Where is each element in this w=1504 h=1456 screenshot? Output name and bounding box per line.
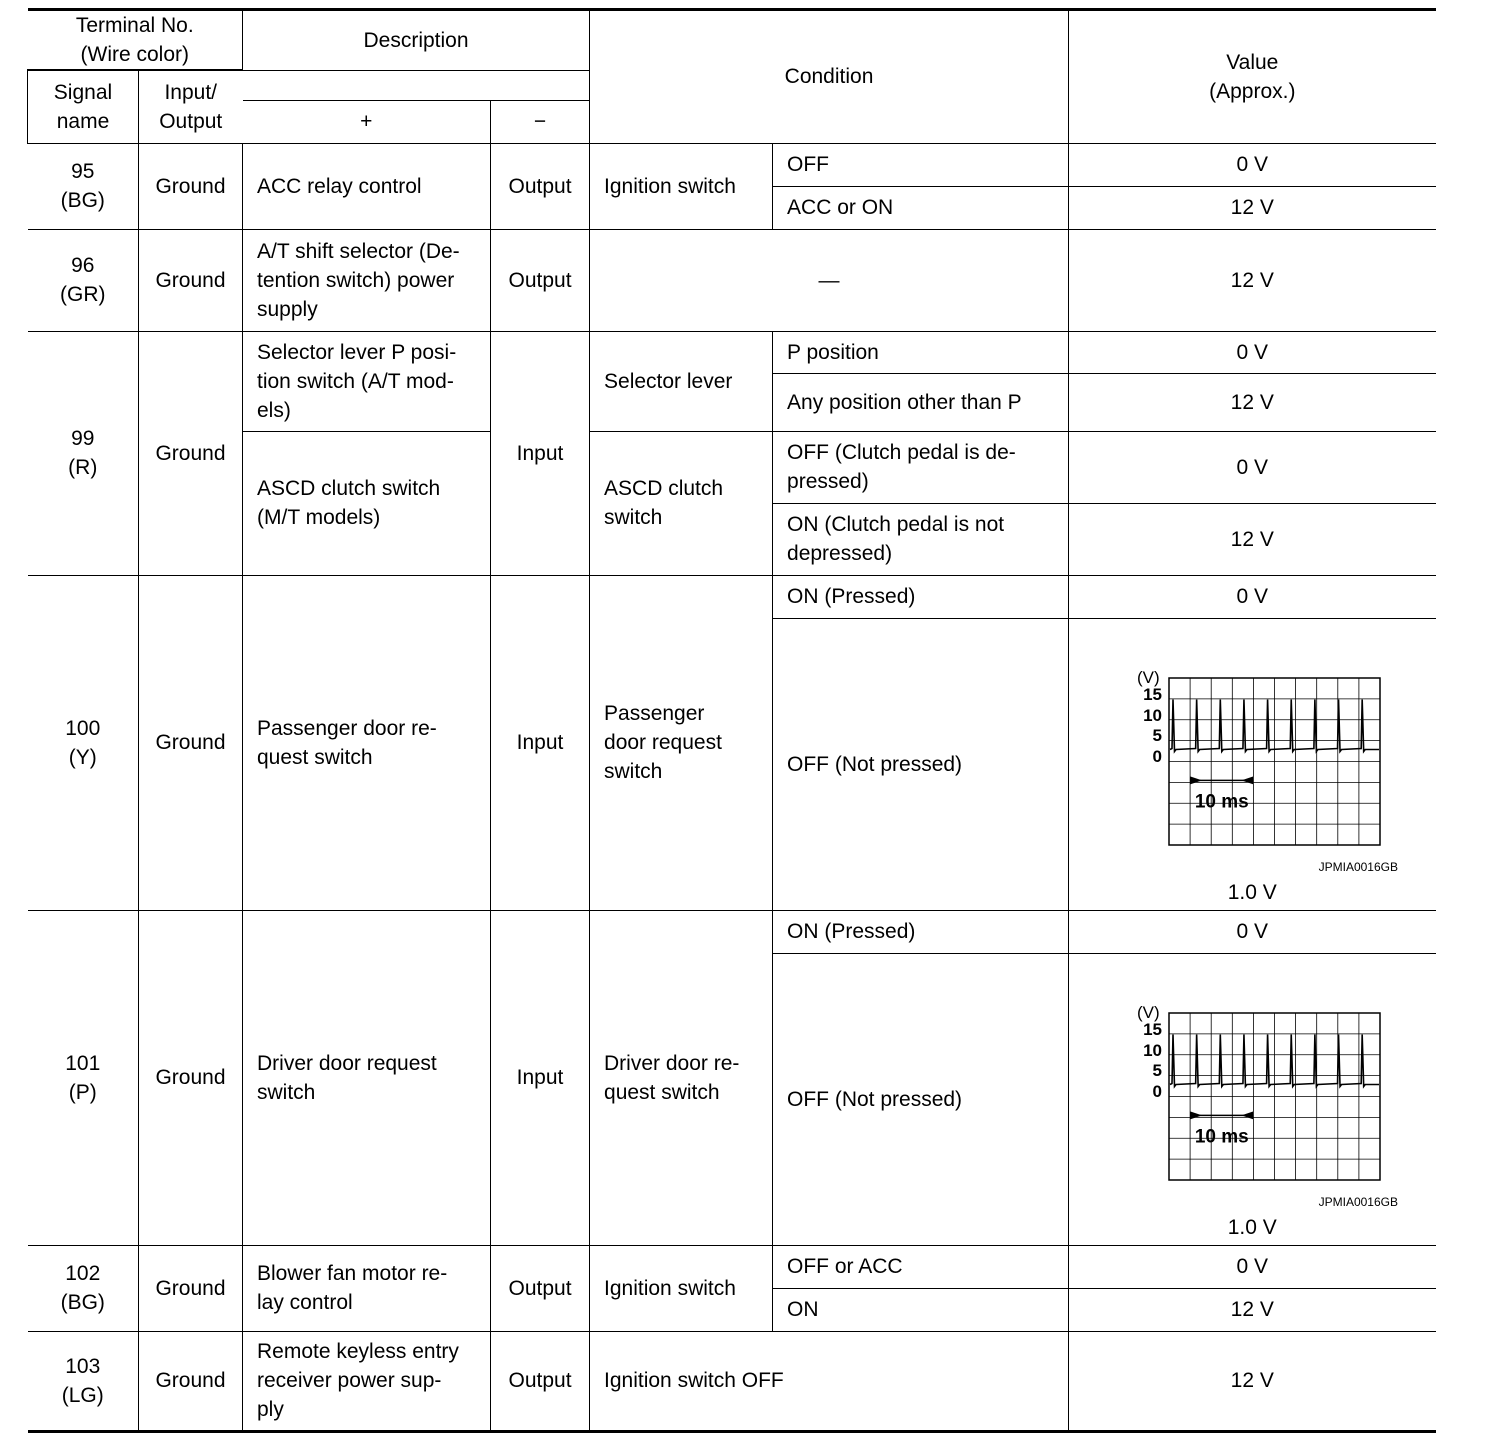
- signal-95: ACC relay control: [243, 143, 491, 229]
- state-99-other: Any position other than P: [773, 373, 1069, 431]
- scope-tick-label: 0: [1152, 1081, 1163, 1101]
- condition-95: Ignition switch: [590, 143, 773, 229]
- terminal-99: 99 (R): [28, 331, 139, 575]
- state-100-on: ON (Pressed): [773, 575, 1069, 618]
- ground-103: Ground: [139, 1331, 243, 1431]
- state-99-clutch-off: OFF (Clutch pedal is de- pressed): [773, 431, 1069, 503]
- scope-timebase-arrow-right: [1242, 1111, 1254, 1119]
- condition-100: Passenger door request switch: [590, 575, 773, 910]
- ground-95: Ground: [139, 143, 243, 229]
- scope-timebase-label: 10 ms: [1195, 790, 1249, 812]
- oscilloscope-waveform-100: [1102, 666, 1402, 878]
- header-plus: +: [243, 100, 491, 143]
- header-condition: Condition: [590, 10, 1069, 144]
- header-terminal: Terminal No. (Wire color): [28, 10, 243, 71]
- value-96: 12 V: [1069, 229, 1436, 331]
- scope-figure-ref: JPMIA0016GB: [1318, 1194, 1399, 1209]
- scope-timebase-label: 10 ms: [1195, 1125, 1249, 1147]
- value-95-on: 12 V: [1069, 186, 1436, 229]
- io-100: Input: [491, 575, 590, 910]
- state-99-p: P position: [773, 331, 1069, 373]
- value-101-on: 0 V: [1069, 910, 1436, 953]
- value-102-off: 0 V: [1069, 1245, 1436, 1288]
- state-101-off: OFF (Not pressed): [773, 953, 1069, 1245]
- state-95-off: OFF: [773, 143, 1069, 186]
- scope-tick-label: 10: [1143, 705, 1163, 725]
- terminal-103: 103 (LG): [28, 1331, 139, 1431]
- value-102-on: 12 V: [1069, 1288, 1436, 1331]
- value-99-clutch-on: 12 V: [1069, 503, 1436, 575]
- ground-99: Ground: [139, 331, 243, 575]
- scope-figure-ref: JPMIA0016GB: [1318, 859, 1399, 874]
- scope-tick-label: 0: [1152, 746, 1163, 766]
- ground-102: Ground: [139, 1245, 243, 1331]
- terminal-100: 100 (Y): [28, 575, 139, 910]
- oscilloscope-waveform-101: [1102, 1001, 1402, 1213]
- signal-101: Driver door request switch: [243, 910, 491, 1245]
- value-101-off: [1069, 953, 1436, 1245]
- state-100-off: OFF (Not pressed): [773, 618, 1069, 910]
- condition-102: Ignition switch: [590, 1245, 773, 1331]
- io-102: Output: [491, 1245, 590, 1331]
- signal-102: Blower fan motor re- lay control: [243, 1245, 491, 1331]
- value-101-off-voltage: 1.0 V: [1227, 1215, 1277, 1239]
- header-input-output: Input/ Output: [139, 70, 243, 143]
- signal-99-b: ASCD clutch switch (M/T models): [243, 431, 491, 575]
- io-101: Input: [491, 910, 590, 1245]
- signal-103: Remote keyless entry receiver power sup- ply: [243, 1331, 491, 1431]
- value-99-p: 0 V: [1069, 331, 1436, 373]
- state-102-off: OFF or ACC: [773, 1245, 1069, 1288]
- value-99-other: 12 V: [1069, 373, 1436, 431]
- header-minus: −: [491, 100, 590, 143]
- condition-99-b: ASCD clutch switch: [590, 431, 773, 575]
- scope-tick-label: 15: [1143, 684, 1163, 704]
- signal-100: Passenger door re- quest switch: [243, 575, 491, 910]
- terminal-102: 102 (BG): [28, 1245, 139, 1331]
- condition-96: —: [590, 229, 1069, 331]
- terminal-101: 101 (P): [28, 910, 139, 1245]
- scope-tick-label: 15: [1143, 1019, 1163, 1039]
- scope-tick-label: 5: [1152, 1060, 1163, 1080]
- state-101-on: ON (Pressed): [773, 910, 1069, 953]
- io-96: Output: [491, 229, 590, 331]
- value-103: 12 V: [1069, 1331, 1436, 1431]
- scope-unit-label: (V): [1137, 1002, 1160, 1022]
- scope-timebase-arrow-left: [1190, 776, 1202, 784]
- signal-96: A/T shift selector (De- tention switch) power supply: [243, 229, 491, 331]
- value-100-off-voltage: 1.0 V: [1227, 880, 1277, 904]
- condition-103: Ignition switch OFF: [590, 1331, 1069, 1431]
- header-description: Description: [243, 10, 590, 71]
- ground-101: Ground: [139, 910, 243, 1245]
- header-value: Value (Approx.): [1069, 10, 1436, 144]
- condition-101: Driver door re- quest switch: [590, 910, 773, 1245]
- value-100-off: [1069, 618, 1436, 910]
- io-99: Input: [491, 331, 590, 575]
- scope-tick-label: 10: [1143, 1040, 1163, 1060]
- io-95: Output: [491, 143, 590, 229]
- io-103: Output: [491, 1331, 590, 1431]
- state-95-on: ACC or ON: [773, 186, 1069, 229]
- value-100-on: 0 V: [1069, 575, 1436, 618]
- ground-100: Ground: [139, 575, 243, 910]
- scope-timebase-arrow-left: [1190, 1111, 1202, 1119]
- terminal-95: 95 (BG): [28, 143, 139, 229]
- header-signal-name: Signal name: [28, 70, 139, 143]
- value-95-off: 0 V: [1069, 143, 1436, 186]
- state-102-on: ON: [773, 1288, 1069, 1331]
- terminal-96: 96 (GR): [28, 229, 139, 331]
- scope-tick-label: 5: [1152, 725, 1163, 745]
- scope-unit-label: (V): [1137, 667, 1160, 687]
- scope-timebase-arrow-right: [1242, 776, 1254, 784]
- condition-99-a: Selector lever: [590, 331, 773, 431]
- state-99-clutch-on: ON (Clutch pedal is not depressed): [773, 503, 1069, 575]
- signal-99-a: Selector lever P posi- tion switch (A/T mod- els): [243, 331, 491, 431]
- terminal-spec-table: [27, 8, 1436, 1433]
- value-99-clutch-off: 0 V: [1069, 431, 1436, 503]
- ground-96: Ground: [139, 229, 243, 331]
